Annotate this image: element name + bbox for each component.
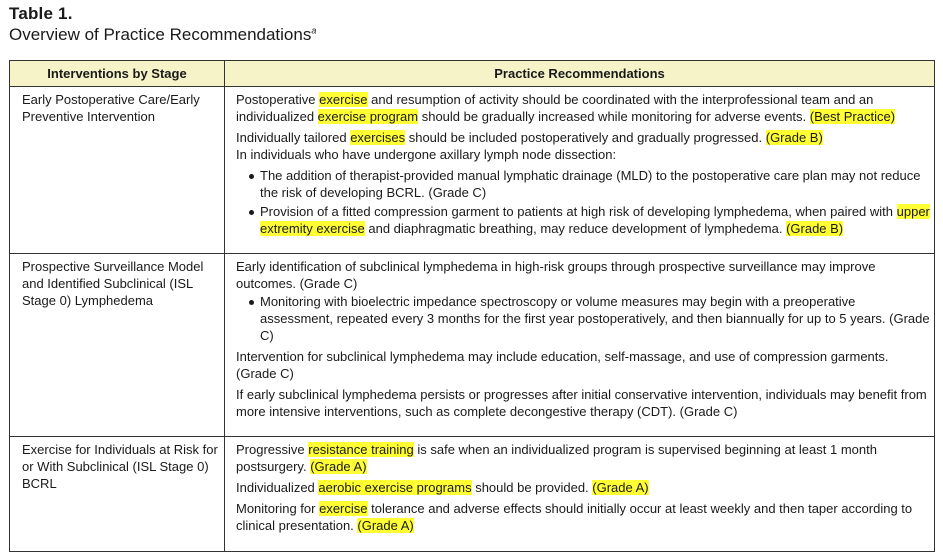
table-number: Table 1.: [9, 4, 73, 23]
table-title-text: Overview of Practice Recommendations: [9, 25, 312, 44]
highlight: (Grade A): [592, 480, 649, 495]
highlight: exercise program: [317, 109, 419, 124]
table-row: [10, 254, 935, 437]
highlight: exercises: [350, 130, 406, 145]
recommendation: Early identification of subclinical lymphedema in high-risk groups through prospective surveillance may improve outcomes. (Grade C): [236, 259, 876, 291]
recommendation: Individually tailored exercises should be included postoperatively and gradually progressed. (Grade B): [236, 130, 823, 145]
recommendation: Intervention for subclinical lymphedema may include education, self-massage, and use of compression garments. (Grade C): [236, 349, 889, 381]
recommendation: If early subclinical lymphedema persists or progresses after initial conservative intervention, individuals may benefit from more intensive interventions, such as complete decongestive therapy (CDT). (Grade C): [236, 387, 927, 419]
title-footnote-marker: a: [311, 25, 317, 36]
highlight: (Grade A): [310, 459, 367, 474]
recommendation: Monitoring for exercise tolerance and adverse effects should initially occur at least weekly and then taper according to clinical presentation. (Grade A): [236, 501, 913, 533]
highlight: (Grade B): [765, 130, 823, 145]
recommendations-cell: [225, 87, 935, 254]
table-row: [10, 87, 935, 254]
list-item: Provision of a fitted compression garment to patients at high risk of developing lymphedema, when paired with upper extremity exercise and diaphragmatic breathing, may reduce development of lymphedema. (Grade B): [236, 203, 930, 237]
recommendations-table: [9, 60, 935, 552]
highlight: resistance training: [308, 442, 414, 457]
list-item: Monitoring with bioelectric impedance spectroscopy or volume measures may begin with a preoperative assessment, repeated every 3 months for the first year postoperatively, and then biannually for up to 5 years. (Grade C): [236, 293, 930, 344]
list-item: The addition of therapist-provided manual lymphatic drainage (MLD) to the postoperative care plan may not reduce the risk of developing BCRL. (Grade C): [236, 167, 930, 201]
highlight: exercise: [319, 92, 368, 107]
table-row: [10, 437, 935, 552]
recommendation: Postoperative exercise and resumption of activity should be coordinated with the interprofessional team and an individualized exercise program should be gradually increased while monitoring for adverse events. (Best Practice): [236, 92, 896, 124]
recommendation: In individuals who have undergone axillary lymph node dissection:: [236, 147, 617, 162]
bullet-list: [236, 293, 930, 344]
highlight: (Best Practice): [809, 109, 896, 124]
recommendations-cell: [225, 254, 935, 437]
recommendations-cell: [225, 437, 935, 552]
stage-cell: Prospective Surveillance Model and Identified Subclinical (ISL Stage 0) Lymphedema: [10, 254, 225, 437]
column-header-recommendations: Practice Recommendations: [225, 61, 935, 87]
table-title: [9, 25, 316, 45]
table-header-row: [10, 61, 935, 87]
recommendation: Progressive resistance training is safe when an individualized program is supervised beginning at least 1 month postsurgery. (Grade A): [236, 442, 877, 474]
highlight: (Grade A): [357, 518, 414, 533]
highlight: aerobic exercise programs: [318, 480, 472, 495]
highlight: upper extremity exercise: [260, 204, 930, 236]
stage-cell: Exercise for Individuals at Risk for or With Subclinical (ISL Stage 0) BCRL: [10, 437, 225, 552]
highlight: (Grade B): [786, 221, 844, 236]
column-header-stage: Interventions by Stage: [10, 61, 225, 87]
bullet-list: [236, 167, 930, 237]
highlight: exercise: [319, 501, 368, 516]
stage-cell: Early Postoperative Care/Early Preventive Intervention: [10, 87, 225, 254]
recommendation: Individualized aerobic exercise programs should be provided. (Grade A): [236, 480, 649, 495]
